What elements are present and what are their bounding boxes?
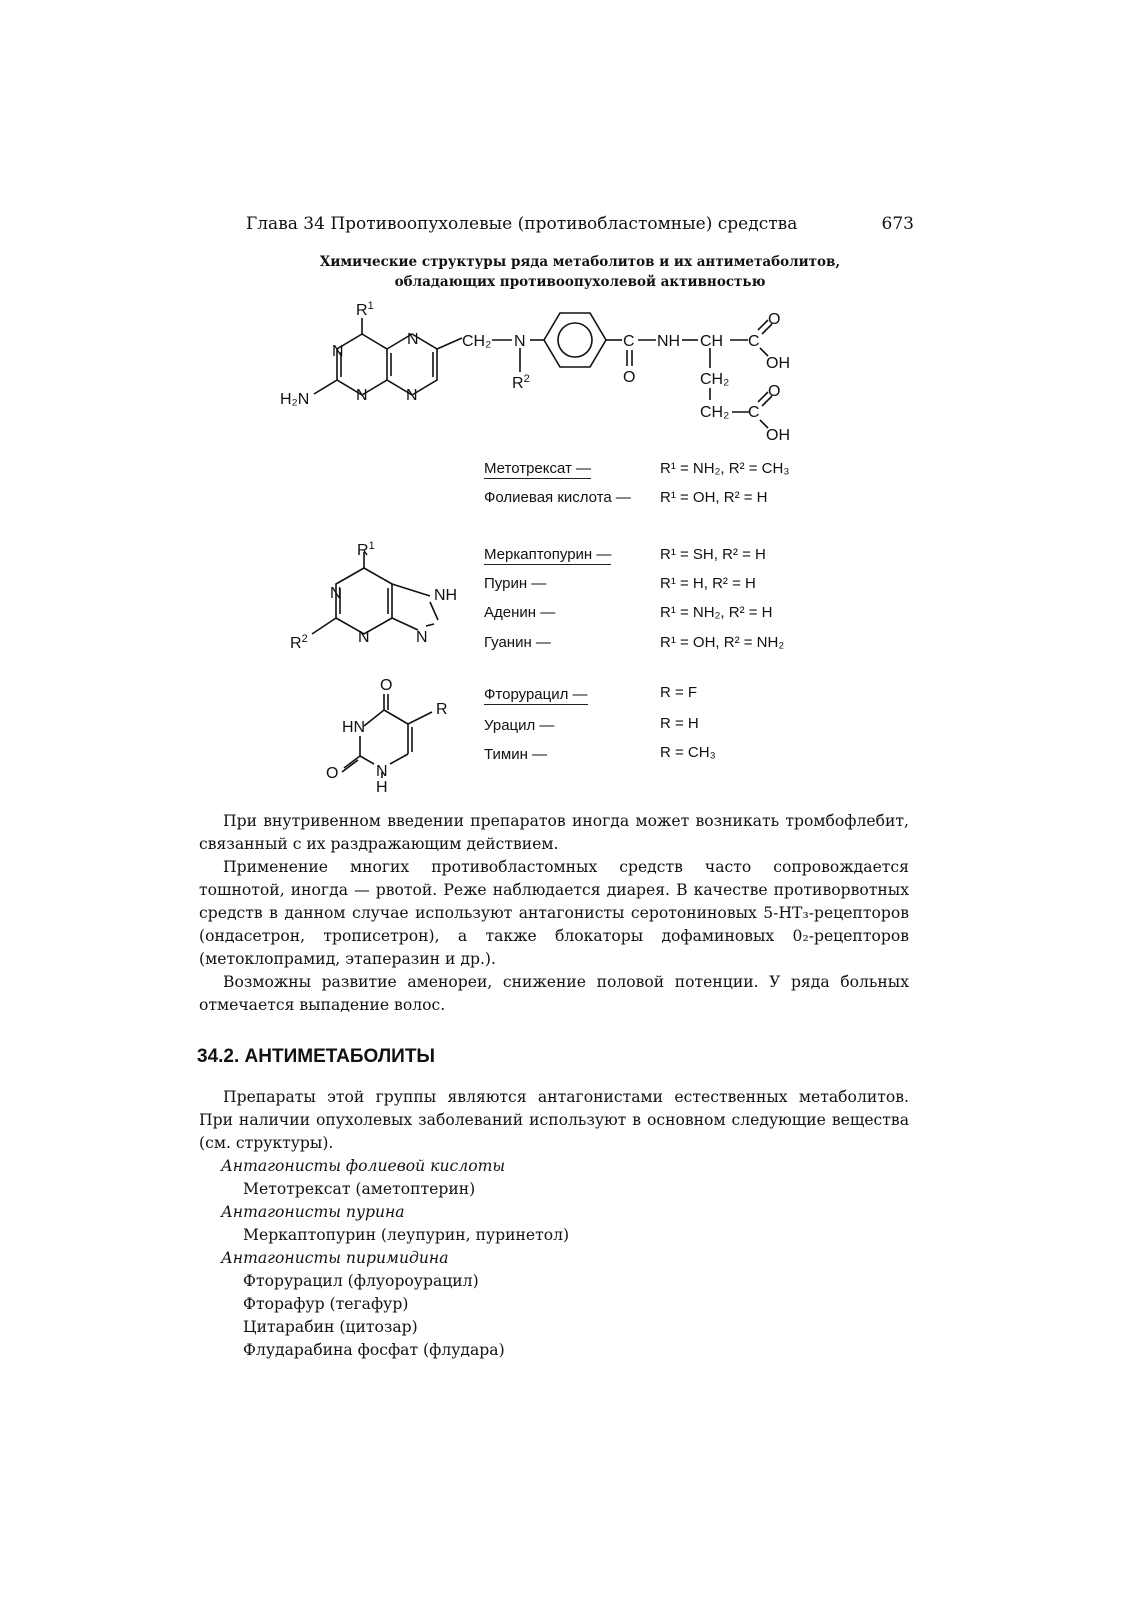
r1-label: $R^1$ bbox=[356, 300, 374, 319]
n-atom: N bbox=[416, 629, 428, 646]
paragraph: Препараты этой группы являются антагонистами естественных метаболитов. При наличии опухолевых заболеваний используют в основном следующие вещества (см. структуры). bbox=[199, 1088, 909, 1152]
ch2-label: CH₂ bbox=[700, 371, 730, 388]
list-item: Фторурацил (флуороурацил) bbox=[243, 1272, 479, 1290]
page-number: 673 bbox=[881, 214, 914, 234]
oh-label: OH bbox=[766, 355, 790, 372]
r-label: R bbox=[436, 701, 448, 718]
paragraph: При внутривенном введении препаратов иногда может возникать тромбофлебит, связанный с их раздражающим действием. bbox=[199, 812, 909, 853]
list-category: Антагонисты пурина bbox=[221, 1203, 405, 1221]
list-item: Флударабина фосфат (флудара) bbox=[243, 1341, 505, 1359]
o-atom: O bbox=[768, 311, 781, 328]
figure-title-line1: Химические структуры ряда метаболитов и их антиметаболитов, bbox=[319, 254, 841, 270]
drug-name: Фторурацил — bbox=[484, 686, 588, 703]
o-atom: O bbox=[380, 677, 393, 694]
substituents: R = F bbox=[660, 684, 698, 701]
n-atom: N bbox=[356, 387, 368, 404]
fluorouracil-structure bbox=[320, 672, 470, 797]
nh-label: NH bbox=[657, 333, 681, 350]
paragraph: Возможны развитие аменореи, снижение половой потенции. У ряда больных отмечается выпадение волос. bbox=[199, 973, 909, 1014]
drug-list bbox=[199, 1155, 909, 1362]
o-atom: O bbox=[326, 765, 339, 782]
ch-label: CH bbox=[700, 333, 724, 350]
hn-label: HN bbox=[342, 719, 366, 736]
drug-name: Меркаптопурин — bbox=[484, 546, 612, 563]
section-intro bbox=[199, 1086, 909, 1155]
drug-name: Гуанин — bbox=[484, 634, 551, 651]
list-item: Фторафур (тегафур) bbox=[243, 1295, 409, 1313]
r2-label: $R^2$ bbox=[512, 373, 530, 392]
o-atom: O bbox=[768, 383, 781, 400]
substituents: R¹ = SH, R² = H bbox=[660, 546, 766, 563]
paragraph: Применение многих противобластомных средств часто сопровождается тошнотой, иногда — рвотой. Реже наблюдается диарея. В качестве противорвотных средств в данном случае используют антагонисты серотониновых 5-НТ₃-рецепторов (ондасетрон, трописетрон), а также блокаторы дофаминовых 0₂-рецепторов (метоклопрамид, этаперазин и др.). bbox=[199, 858, 909, 968]
ch2-label: CH₂ bbox=[700, 404, 730, 421]
n-atom: N bbox=[407, 331, 419, 348]
c-atom: C bbox=[748, 404, 760, 421]
purine-structure bbox=[280, 538, 470, 663]
list-item: Цитарабин (цитозар) bbox=[243, 1318, 418, 1336]
drug-name: Метотрексат — bbox=[484, 460, 592, 477]
drug-name: Фолиевая кислота — bbox=[484, 489, 631, 506]
n-atom: N bbox=[358, 629, 370, 646]
list-item: Меркаптопурин (леупурин, пуринетол) bbox=[243, 1226, 570, 1244]
list-category: Антагонисты пиримидина bbox=[221, 1249, 449, 1267]
oh-label: OH bbox=[766, 427, 790, 444]
ch2-label: CH₂ bbox=[462, 333, 492, 350]
formula1-table bbox=[484, 460, 824, 520]
chapter-title: Глава 34 Противоопухолевые (противобластомные) средства bbox=[246, 214, 798, 234]
h-atom: H bbox=[376, 779, 388, 796]
r2-label: $R^2$ bbox=[290, 633, 308, 652]
drug-name: Пурин — bbox=[484, 575, 547, 592]
formula2-table bbox=[484, 546, 824, 666]
substituents: R¹ = H, R² = H bbox=[660, 575, 756, 592]
substituents: R = CH₃ bbox=[660, 744, 716, 761]
drug-name: Тимин — bbox=[484, 746, 548, 763]
methotrexate-structure bbox=[270, 290, 830, 450]
drug-name: Урацил — bbox=[484, 717, 555, 734]
n-atom: N bbox=[514, 333, 526, 350]
formula3-table bbox=[484, 686, 824, 776]
substituents: R¹ = NH₂, R² = H bbox=[660, 604, 773, 621]
figure-title-line2: обладающих противоопухолевой активностью bbox=[394, 274, 766, 290]
n-atom: N bbox=[332, 343, 344, 360]
substituents: R¹ = OH, R² = H bbox=[660, 489, 768, 506]
figure-title bbox=[246, 252, 914, 292]
n-atom: N bbox=[406, 387, 418, 404]
substituents: R = H bbox=[660, 715, 699, 732]
o-atom: O bbox=[623, 369, 636, 386]
substituents: R¹ = OH, R² = NH₂ bbox=[660, 634, 785, 651]
drug-name: Аденин — bbox=[484, 604, 556, 621]
section-heading: 34.2. АНТИМЕТАБОЛИТЫ bbox=[197, 1046, 436, 1067]
r1-label: $R^1$ bbox=[357, 540, 375, 559]
list-item: Метотрексат (аметоптерин) bbox=[243, 1180, 476, 1198]
body-text bbox=[199, 810, 909, 1017]
h2n-label: H₂N bbox=[280, 391, 310, 408]
c-atom: C bbox=[748, 333, 760, 350]
n-atom: N bbox=[376, 763, 388, 780]
c-atom: C bbox=[623, 333, 635, 350]
n-atom: N bbox=[330, 585, 342, 602]
nh-label: NH bbox=[434, 587, 458, 604]
substituents: R¹ = NH₂, R² = CH₃ bbox=[660, 460, 790, 477]
list-category: Антагонисты фолиевой кислоты bbox=[221, 1157, 506, 1175]
